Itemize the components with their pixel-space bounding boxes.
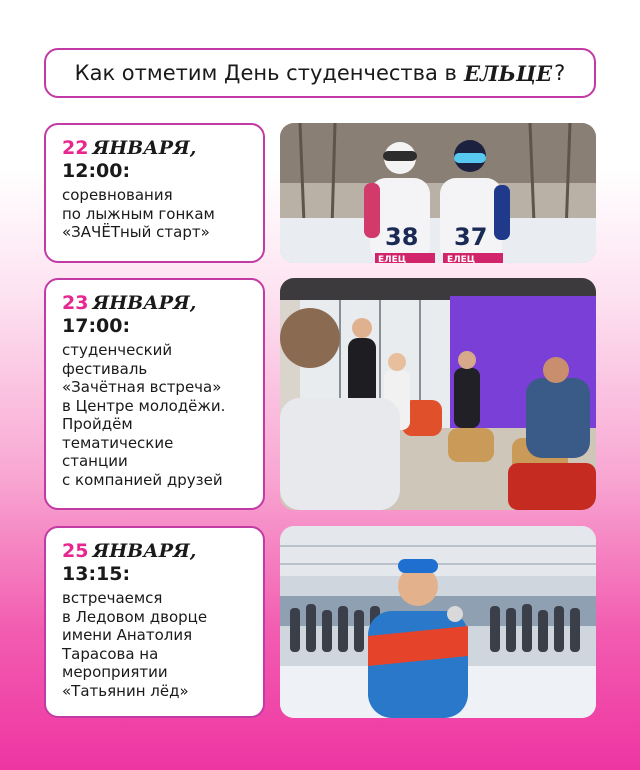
ice-rink-photo [280,526,596,718]
event-card-1 [44,123,265,263]
event-date [62,292,253,315]
event-month: ЯНВАРЯ, [92,292,197,314]
event-day: 23 [62,292,89,314]
page-title [44,48,596,98]
bib-number-right: 37 [454,223,488,251]
title-text: Как отметим День студенчества в [74,61,457,85]
event-description: студенческий фестиваль «Зачётная встреча» в Центре молодёжи. Пройдём тематические станции с компанией друзей [62,341,226,489]
event-day: 22 [62,137,89,159]
banner-text-left: ЕЛЕЦ [378,255,407,263]
event-month: ЯНВАРЯ, [92,540,197,562]
event-day: 25 [62,540,89,562]
event-card-2 [44,278,265,510]
ski-race-photo [280,123,596,263]
event-month: ЯНВАРЯ, [92,137,197,159]
event-date [62,137,253,160]
event-time: 13:15: [62,563,131,585]
bib-number-left: 38 [385,223,419,251]
event-description: встречаемся в Ледовом дворце имени Анатолия Тарасова на мероприятии «Татьянин лёд» [62,589,208,700]
title-question-mark: ? [554,61,566,85]
banner-text-right: ЕЛЕЦ [447,255,476,263]
event-card-3 [44,526,265,718]
event-time: 12:00: [62,160,131,182]
title-brand-city: ЕЛЬЦЕ [463,60,553,86]
youth-center-photo [280,278,596,510]
event-time: 17:00: [62,315,131,337]
event-description: соревнования по лыжным гонкам «ЗАЧЁТный старт» [62,186,215,241]
event-date [62,540,253,563]
